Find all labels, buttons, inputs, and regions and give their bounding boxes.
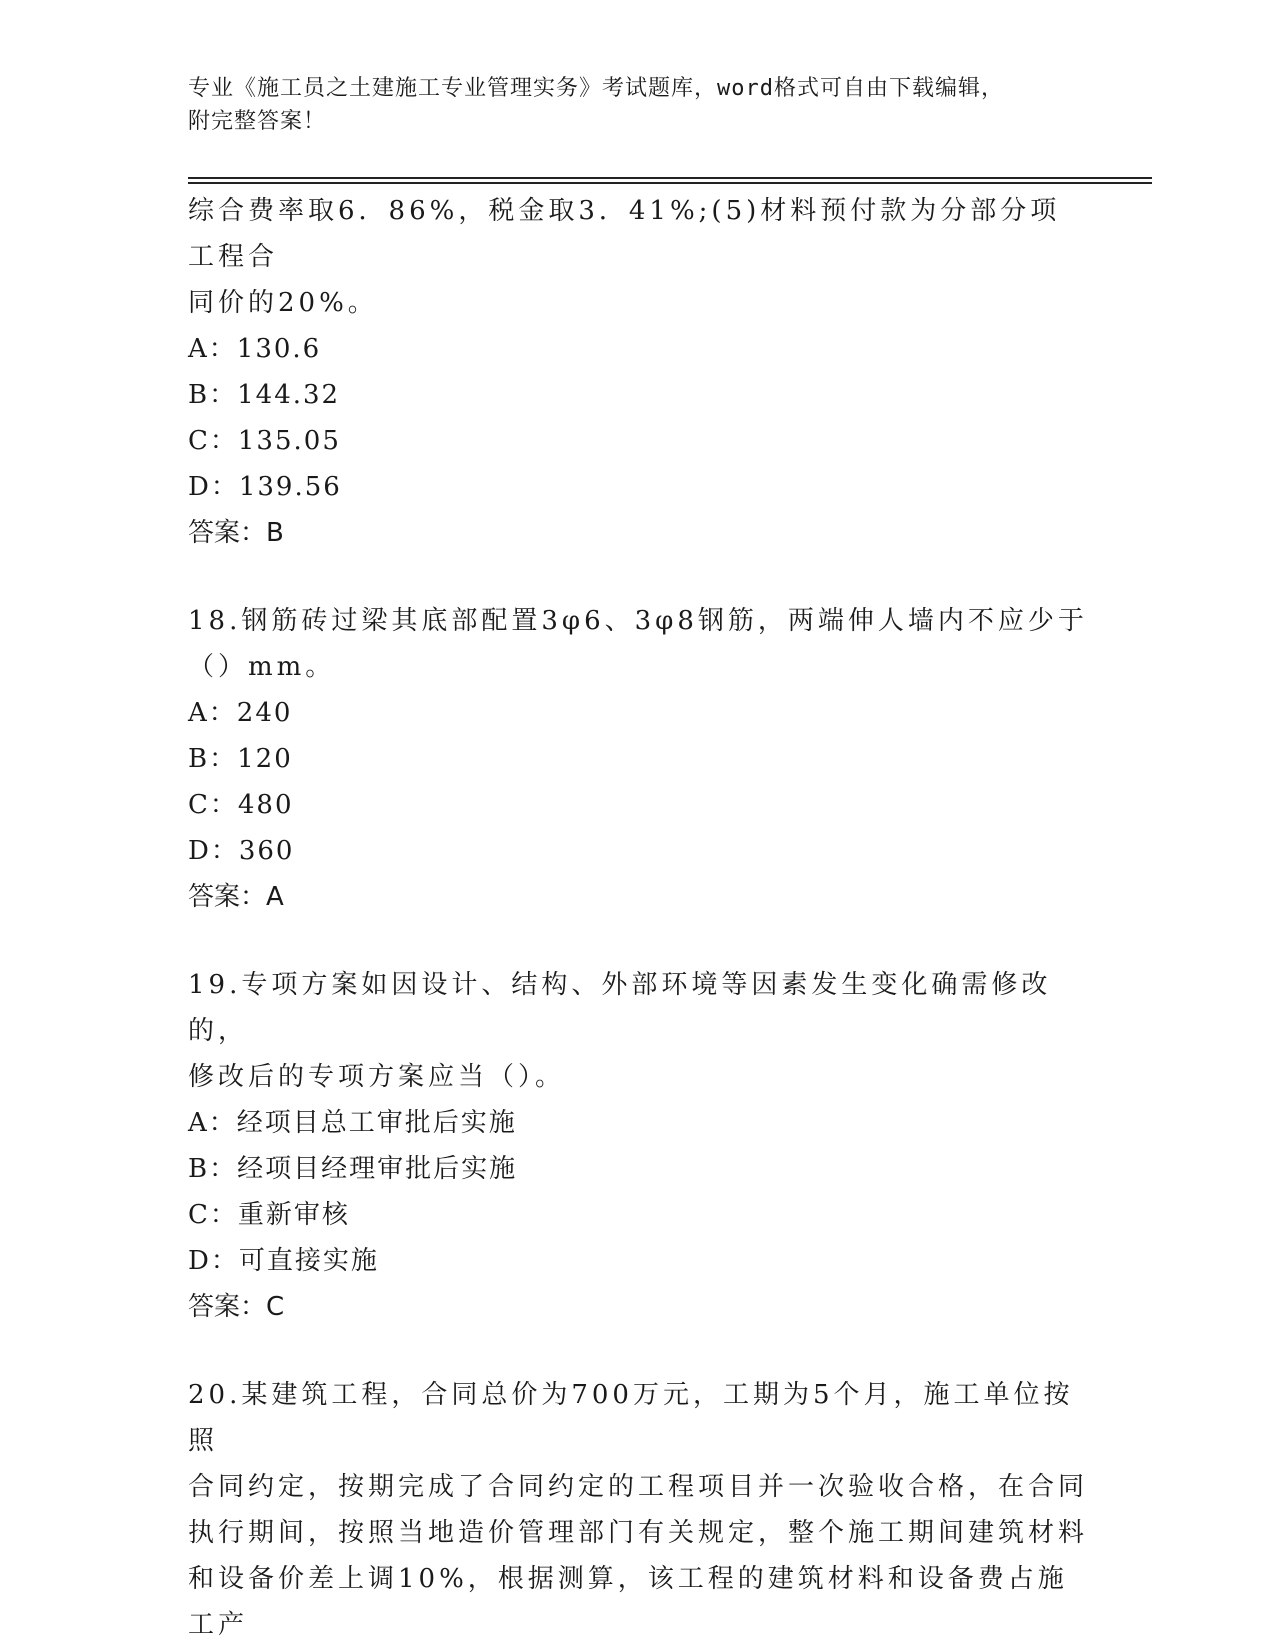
question-stem-line: （）mm。 — [188, 652, 336, 682]
option-a: A：130.6 — [188, 334, 322, 364]
header-divider-top — [188, 177, 1152, 179]
answer-line: 答案：C — [188, 1292, 285, 1322]
question-stem-line: 同价的20%。 — [188, 288, 378, 318]
option-b: B：经项目经理审批后实施 — [188, 1154, 518, 1184]
question-stem-line: 20.某建筑工程，合同总价为700万元，工期为5个月，施工单位按照 — [188, 1380, 1074, 1456]
question-18 — [188, 598, 1088, 920]
document-header — [188, 72, 1088, 138]
header-line-2: 附完整答案！ — [188, 109, 327, 134]
question-19 — [188, 962, 1088, 1330]
question-20 — [188, 1372, 1088, 1648]
option-b: B：144.32 — [188, 380, 341, 410]
option-a: A：240 — [188, 698, 293, 728]
question-stem-line: 修改后的专项方案应当（）。 — [188, 1062, 566, 1092]
header-divider-bottom — [188, 182, 1152, 184]
option-c: C：480 — [188, 790, 294, 820]
header-line-1: 专业《施工员之土建施工专业管理实务》考试题库，word格式可自由下载编辑， — [188, 76, 1004, 101]
question-stem-line: 综合费率取6．86%，税金取3．41%;(5)材料预付款为分部分项工程合 — [188, 196, 1061, 272]
answer-line: 答案：B — [188, 518, 284, 548]
option-d: D：139.56 — [188, 472, 342, 502]
option-a: A：经项目总工审批后实施 — [188, 1108, 517, 1138]
question-stem-line: 18.钢筋砖过梁其底部配置3φ6、3φ8钢筋，两端伸人墙内不应少于 — [188, 606, 1088, 636]
question-stem-line: 和设备价差上调10%，根据测算，该工程的建筑材料和设备费占施工产 — [188, 1564, 1068, 1640]
document-body — [188, 188, 1088, 1648]
question-17 — [188, 188, 1088, 556]
question-stem-line: 执行期间，按照当地造价管理部门有关规定，整个施工期间建筑材料 — [188, 1518, 1089, 1548]
option-c: C：重新审核 — [188, 1200, 350, 1230]
question-stem-line: 合同约定，按期完成了合同约定的工程项目并一次验收合格，在合同 — [188, 1472, 1089, 1502]
option-d: D：360 — [188, 836, 295, 866]
option-c: C：135.05 — [188, 426, 341, 456]
answer-line: 答案：A — [188, 882, 284, 912]
question-stem-line: 19.专项方案如因设计、结构、外部环境等因素发生变化确需修改的， — [188, 970, 1052, 1046]
option-b: B：120 — [188, 744, 293, 774]
option-d: D：可直接实施 — [188, 1246, 379, 1276]
